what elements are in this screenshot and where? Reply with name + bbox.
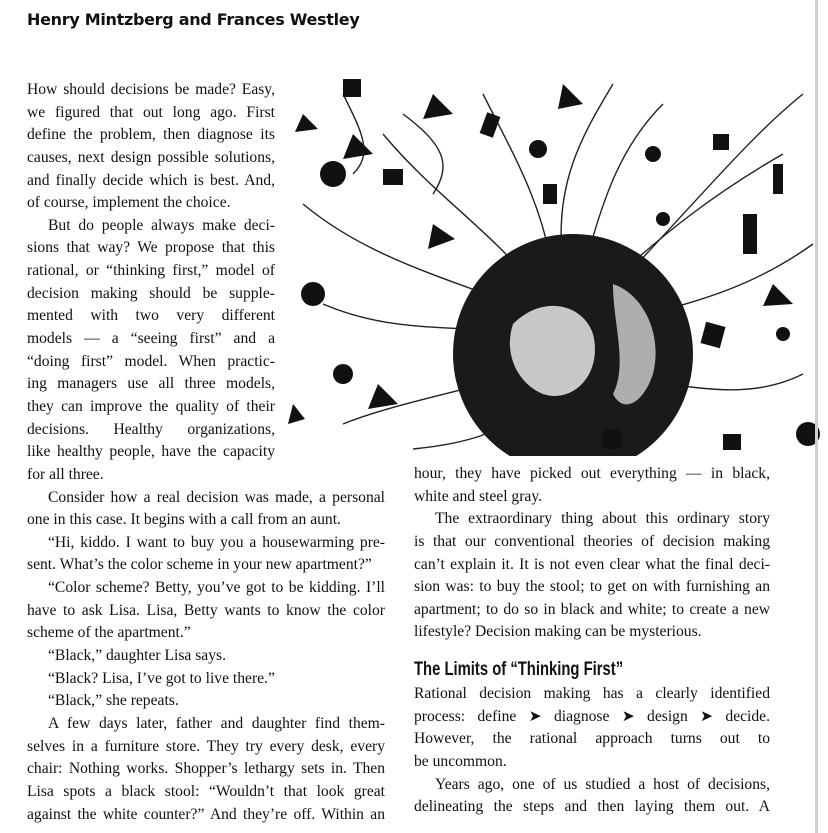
text-line: for all three. [27,465,104,483]
text-line: scheme of the apartment.” [27,624,191,642]
scrollbar[interactable] [815,0,818,833]
text-line: white and steel gray. [414,487,543,505]
right-paragraphs-before [414,463,770,644]
text-line: of course, implement the choice. [27,194,231,212]
text-line: selves in a furniture store. They try every desk, every [27,737,385,755]
text-line: define the problem, then diagnose its [27,126,275,144]
text-line: is that our conventional theories of decision making [414,532,770,550]
text-line: Rational decision making has a clearly identified [414,685,770,703]
text-line: rational, or “thinking first,” model of [27,262,275,280]
text-line: decisions. Healthy organizations, [27,420,275,438]
left-text-column [27,79,385,826]
text-line: against the white counter?” And they’re off. Within an [27,805,385,823]
text-line: “Black,” daughter Lisa says. [48,647,226,665]
text-line: “doing first” model. When practic- [27,352,275,370]
text-line: ing managers use all three models, [27,375,275,393]
text-line: How should decisions be made? Easy, [27,81,275,98]
text-line: models — a “seeing first” and a [27,330,275,348]
text-line: delineating the steps and then laying them out. A [414,798,770,816]
text-line: we figured that out long ago. First [27,103,275,121]
article-author-byline: Henry Mintzberg and Frances Westley [27,10,360,29]
text-line: and finally decide which is best. And, [27,171,275,189]
text-line: apartment; to do so in black and white; to create a new [414,600,770,618]
text-line: But do people always make deci- [48,216,275,234]
text-line: have to ask Lisa. Lisa, Betty wants to know the color [27,601,385,619]
text-line: like healthy people, have the capacity [27,443,275,461]
text-line: sion was: to buy the stool; to get on with furnishing an [414,578,770,596]
right-text-column [414,463,770,819]
text-line: decision making should be supple- [27,284,275,302]
text-line: chair: Nothing works. Shopper’s lethargy sets in. Then [27,760,385,778]
text-line: Consider how a real decision was made, a personal [48,488,385,506]
text-line: “Color scheme? Betty, you’ve got to be kidding. I’ll [48,579,385,597]
text-line: mented with two very different [27,307,275,325]
text-line: one in this case. It begins with a call from an aunt. [27,511,341,529]
text-line: Lisa spots a black stool: “Wouldn’t that look great [27,782,385,800]
text-line: process: define ➤ diagnose ➤ design ➤ decide. [414,707,770,725]
text-line: However, the rational approach turns out to [414,730,770,748]
text-line: Years ago, one of us studied a host of decisions, [435,775,770,793]
text-line: “Black? Lisa, I’ve got to live there.” [48,669,275,687]
text-line: A few days later, father and daughter find them- [48,714,385,732]
text-line: they can improve the quality of their [27,397,275,415]
text-line: The extraordinary thing about this ordinary story [435,510,770,528]
text-line: sions that way? We propose that this [27,239,275,257]
text-line: causes, next design possible solutions, [27,148,275,166]
text-line: lifestyle? Decision making can be mysterious. [414,623,702,641]
text-line: “Black,” she repeats. [48,692,179,710]
section-heading: The Limits of “Thinking First” [414,659,624,681]
text-line: sent. What’s the color scheme in your new apartment?” [27,556,372,574]
text-line: hour, they have picked out everything — in black, [414,465,770,482]
right-paragraphs-after [414,683,770,819]
text-line: “Hi, kiddo. I want to buy you a housewarming pre- [48,533,385,551]
text-line: can’t explain it. It is not even clear what the final deci- [414,555,770,573]
text-line: be uncommon. [414,753,507,771]
